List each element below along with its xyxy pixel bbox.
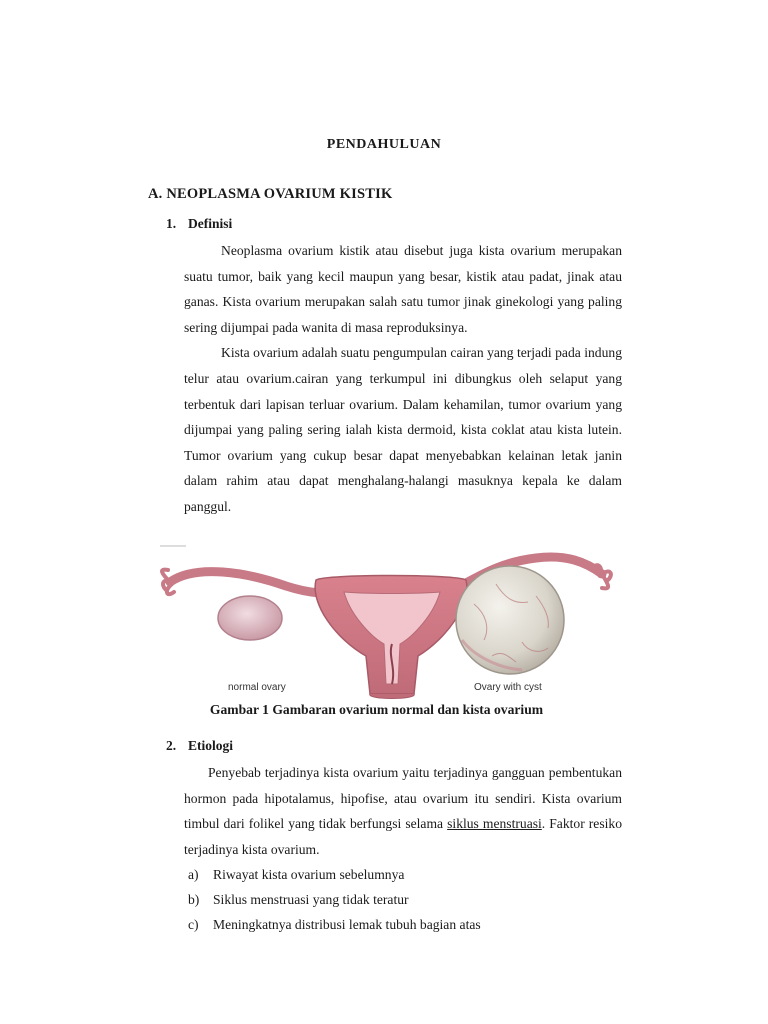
definisi-paragraph-1: Neoplasma ovarium kistik atau disebut juga kista ovarium merupakan suatu tumor, baik yang kecil maupun yang besar, kistik atau padat, jinak atau ganas. Kista ovarium merupakan salah satu tumor jinak ginekologi yang paling sering dijumpai pada wanita di masa reproduksinya.	[184, 243, 622, 335]
etiologi-text-end: . Faktor resiko terjadinya kista ovarium.	[184, 816, 622, 857]
list-item-text: Siklus menstruasi yang tidak teratur	[213, 892, 409, 907]
subsection-title: Etiologi	[188, 738, 234, 753]
subsection-heading-definisi	[166, 216, 232, 232]
label-ovary-with-cyst: Ovary with cyst	[474, 682, 542, 693]
list-marker: c)	[188, 917, 199, 932]
normal-ovary-icon	[218, 596, 282, 640]
list-item-text: Riwayat kista ovarium sebelumnya	[213, 867, 405, 882]
list-marker: a)	[188, 867, 199, 882]
list-item	[188, 887, 481, 912]
definisi-body	[184, 238, 622, 520]
subsection-title: Definisi	[188, 216, 233, 231]
subsection-number: 2.	[166, 738, 177, 753]
list-item	[188, 862, 481, 887]
list-item-text: Meningkatnya distribusi lemak tubuh bagian atas	[213, 917, 481, 932]
uterus-icon	[315, 576, 467, 699]
subsection-number: 1.	[166, 216, 177, 231]
list-marker: b)	[188, 892, 200, 907]
subsection-heading-etiologi	[166, 738, 233, 754]
etiologi-text-start: Penyebab terjadinya kista ovarium yaitu terjadinya gangguan pembentukan hormon pada hipotalamus, hipofise, atau ovarium itu sendiri. Kista ovarium timbul dari folikel yang tidak berfungsi selama	[184, 765, 622, 832]
page-title: PENDAHULUAN	[326, 137, 442, 152]
figure-caption: Gambar 1 Gambaran ovarium normal dan kista ovarium	[209, 702, 544, 717]
section-heading-a: A. NEOPLASMA OVARIUM KISTIK	[148, 186, 393, 202]
siklus-menstruasi-link[interactable]: siklus menstruasi	[447, 816, 542, 832]
ovary-with-cyst-icon	[456, 566, 564, 674]
risk-factor-list	[188, 862, 481, 937]
etiologi-body	[184, 760, 622, 862]
ovary-illustration	[156, 544, 614, 702]
list-item	[188, 912, 481, 937]
etiologi-paragraph	[184, 760, 622, 862]
label-normal-ovary: normal ovary	[228, 682, 286, 693]
definisi-paragraph-2: Kista ovarium adalah suatu pengumpulan cairan yang terjadi pada indung telur atau ovarium.cairan yang terkumpul ini dibungkus oleh selaput yang terbentuk dari lapisan terluar ovarium. Dalam kehamilan, tumor ovarium yang dijumpai yang paling sering ialah kista dermoid, kista coklat atau kista lutein. Tumor ovarium yang cukup besar dapat menyebabkan kelainan letak janin dalam rahim atau dapat menghalang-halangi masuknya kepala ke dalam panggul.	[184, 345, 622, 514]
